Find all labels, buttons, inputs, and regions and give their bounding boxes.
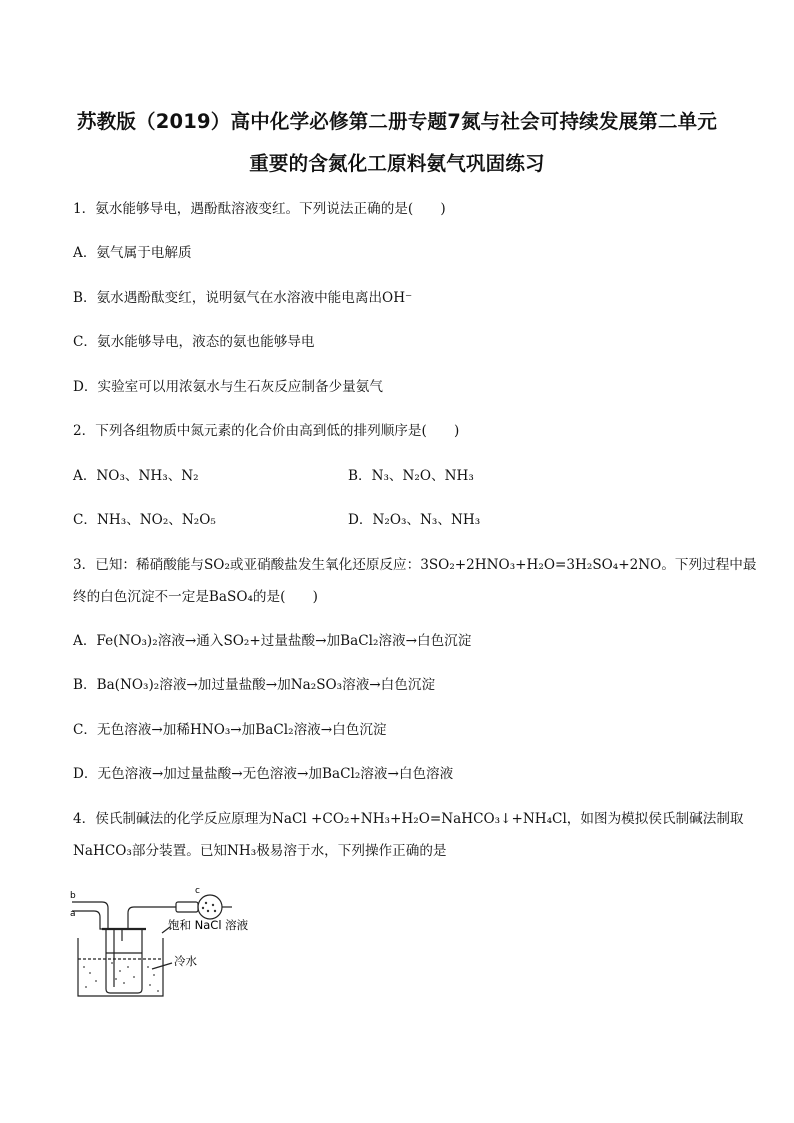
question-3-option-c: C．无色溶液→加稀HNO₃→加BaCl₂溶液→白色沉淀 bbox=[73, 722, 387, 738]
question-1-option-c: C．氨水能够导电，液态的氨也能够导电 bbox=[73, 334, 315, 350]
question-1-option-d: D．实验室可以用浓氨水与生石灰反应制备少量氨气 bbox=[73, 379, 383, 395]
question-3-option-a: A．Fe(NO₃)₂溶液→通入SO₂+过量盐酸→加BaCl₂溶液→白色沉淀 bbox=[73, 633, 472, 649]
label-water: 冷水 bbox=[174, 954, 197, 968]
page-title-line-1: 苏教版（2019）高中化学必修第二册专题7氮与社会可持续发展第二单元 bbox=[76, 110, 718, 133]
drying-tube-bulb bbox=[198, 895, 222, 919]
question-3-stem-line-1: 3．已知：稀硝酸能与SO₂或亚硝酸盐发生氧化还原反应：3SO₂+2HNO₃+H₂O=3H₂SO₄+2NO。下列过程中最 bbox=[73, 557, 757, 573]
label-solution: 饱和 NaCl 溶液 bbox=[168, 918, 249, 932]
question-3-stem-line-2: 终的白色沉淀不一定是BaSO₄的是( ) bbox=[73, 589, 318, 605]
question-4-stem-line-2: NaHCO₃部分装置。已知NH₃极易溶于水，下列操作正确的是 bbox=[73, 843, 447, 859]
question-2-stem: 2．下列各组物质中氮元素的化合价由高到低的排列顺序是( ) bbox=[73, 423, 460, 439]
question-3-option-d: D．无色溶液→加过量盐酸→无色溶液→加BaCl₂溶液→白色溶液 bbox=[73, 766, 454, 782]
question-1-stem: 1．氨水能够导电，遇酚酞溶液变红。下列说法正确的是( ) bbox=[73, 201, 446, 217]
cold-water-pattern bbox=[83, 962, 159, 992]
question-2-option-a: A．NO₃、NH₃、N₂ bbox=[73, 468, 199, 484]
question-2-option-d: D．N₂O₃、N₃、NH₃ bbox=[348, 512, 481, 528]
drying-tube-neck bbox=[176, 902, 198, 912]
drying-agent bbox=[202, 902, 216, 912]
question-1-option-a: A．氨气属于电解质 bbox=[73, 245, 192, 261]
question-4-stem-line-1: 4．侯氏制碱法的化学反应原理为NaCl +CO₂+NH₃+H₂O=NaHCO₃↓+NH₄Cl，如图为模拟侯氏制碱法制取 bbox=[73, 811, 744, 827]
label-b: b bbox=[70, 891, 76, 901]
water-leader bbox=[152, 963, 172, 969]
question-2-option-c: C．NH₃、NO₂、N₂O₅ bbox=[73, 512, 216, 528]
question-1-option-b: B．氨水遇酚酞变红，说明氨气在水溶液中能电离出OH⁻ bbox=[73, 290, 413, 306]
label-c: c bbox=[195, 886, 200, 896]
question-2-option-b: B．N₃、N₂O、NH₃ bbox=[348, 468, 474, 484]
question-3-option-b: B．Ba(NO₃)₂溶液→加过量盐酸→加Na₂SO₃溶液→白色沉淀 bbox=[73, 677, 436, 693]
label-a: a bbox=[70, 909, 76, 919]
page-title-line-2: 重要的含氮化工原料氨气巩固练习 bbox=[249, 152, 545, 175]
apparatus-figure bbox=[68, 883, 249, 1001]
cold-water-trough bbox=[78, 938, 163, 996]
